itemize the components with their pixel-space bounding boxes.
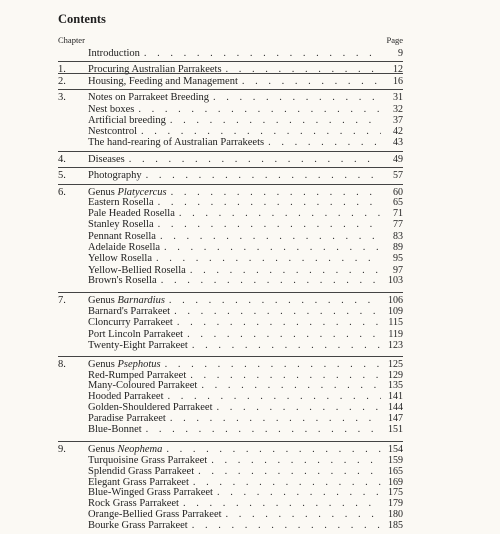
dot-leader <box>146 170 381 182</box>
toc-entry[interactable] <box>58 170 403 182</box>
entry-title: Housing, Feeding and Management <box>88 76 238 88</box>
genus-prefix: Genus <box>88 358 118 370</box>
section-divider <box>58 292 403 293</box>
entry-title: Yellow Rosella <box>88 252 152 264</box>
page-number: 65 <box>393 197 403 209</box>
dot-leader <box>177 317 381 329</box>
page-number: 16 <box>393 76 403 88</box>
section-divider <box>58 61 403 62</box>
entry-title: Nest boxes <box>88 104 135 116</box>
entry-title: Golden-Shouldered Parrakeet <box>88 402 213 414</box>
genus-name: Barnardius <box>117 295 165 307</box>
toc-entry[interactable] <box>58 76 403 88</box>
entry-title: Pale Headed Rosella <box>88 208 175 220</box>
toc-entry[interactable] <box>58 520 403 532</box>
dot-leader <box>192 340 381 352</box>
entry-title: Notes on Parrakeet Breeding <box>88 92 210 104</box>
page-number: 154 <box>388 443 403 455</box>
page-number: 115 <box>388 317 403 329</box>
dot-leader <box>158 219 381 231</box>
page-column-header: Page <box>386 35 403 45</box>
page-number: 135 <box>388 380 403 392</box>
page-number: 165 <box>388 465 403 477</box>
page-number: 141 <box>388 391 403 403</box>
dot-leader <box>161 275 381 287</box>
genus-prefix: Genus <box>88 295 118 307</box>
page-number: 147 <box>388 413 403 425</box>
dot-leader <box>213 92 381 104</box>
entry-title: Artificial breeding <box>88 115 166 127</box>
toc-entry[interactable] <box>58 154 403 166</box>
page-number: 57 <box>393 170 403 182</box>
page-number: 31 <box>393 92 403 104</box>
page-number: 97 <box>393 264 403 276</box>
chapter-number: 8. <box>58 358 66 370</box>
entry-title: Paradise Parrakeet <box>88 413 166 425</box>
toc-entry[interactable] <box>58 424 403 436</box>
entry-title: Nestcontrol <box>88 125 137 137</box>
chapter-number: 1. <box>58 64 66 76</box>
entry-title: Yellow-Bellied Rosella <box>88 264 186 276</box>
entry-title: Brown's Rosella <box>88 275 157 287</box>
dot-leader <box>192 520 381 532</box>
page-number: 9 <box>398 48 403 59</box>
page-title: Contents <box>58 12 106 26</box>
entry-title: Barnard's Parrakeet <box>88 306 171 318</box>
page-number: 77 <box>393 219 403 231</box>
chapter-number: 9. <box>58 443 66 455</box>
toc-entry[interactable] <box>58 48 403 60</box>
genus-prefix: Genus <box>88 186 118 198</box>
toc-entry[interactable] <box>58 275 403 287</box>
page-number: 60 <box>393 186 403 198</box>
entry-title: Blue-Bonnet <box>88 423 142 435</box>
entry-title: Procuring Australian Parrakeets <box>88 64 222 76</box>
toc-entry[interactable] <box>58 317 403 329</box>
dot-leader <box>129 154 381 166</box>
entry-title: Many-Coloured Parrakeet <box>88 380 198 392</box>
page-number: 123 <box>388 339 403 351</box>
genus-prefix: Genus <box>88 443 118 455</box>
dot-leader <box>144 48 381 60</box>
genus-name: Psephotus <box>117 358 161 370</box>
entry-title: Eastern Rosella <box>88 197 154 209</box>
section-divider <box>58 441 403 442</box>
chapter-number: 6. <box>58 186 66 198</box>
dot-leader <box>242 76 381 88</box>
chapter-number: 2. <box>58 76 66 88</box>
dot-leader <box>268 137 381 149</box>
page-number: 103 <box>388 275 403 287</box>
entry-title: Blue-Winged Grass Parrakeet <box>88 487 213 499</box>
section-divider <box>58 184 403 185</box>
page-number: 32 <box>393 104 403 116</box>
page-number: 159 <box>388 454 403 466</box>
page-number: 49 <box>393 153 403 165</box>
entry-title: Turquoisine Grass Parrakeet <box>88 454 208 466</box>
entry-title: Rock Grass Parrakeet <box>88 498 179 510</box>
dot-leader <box>226 64 381 76</box>
chapter-column-header: Chapter <box>58 35 85 45</box>
entry-title: Red-Rumped Parrakeet <box>88 369 187 381</box>
page-number: 144 <box>388 402 403 414</box>
toc-entry[interactable] <box>58 92 403 104</box>
page-number: 43 <box>393 136 403 148</box>
page-number: 12 <box>393 64 403 76</box>
toc-entry[interactable] <box>58 137 403 149</box>
genus-name: Platycercus <box>117 186 167 198</box>
dot-leader <box>146 424 381 436</box>
page-number: 179 <box>388 498 403 510</box>
page-number: 106 <box>388 295 403 307</box>
chapter-number: 4. <box>58 153 66 165</box>
entry-title: Twenty-Eight Parrakeet <box>88 339 188 351</box>
toc-entry[interactable] <box>58 64 403 76</box>
toc-entry[interactable] <box>58 253 403 265</box>
page-number: 37 <box>393 115 403 127</box>
entry-title: Adelaide Rosella <box>88 241 161 253</box>
section-divider <box>58 151 403 152</box>
section-divider <box>58 89 403 90</box>
page-number: 125 <box>388 358 403 370</box>
chapter-number: 3. <box>58 92 66 104</box>
section-divider <box>58 73 403 74</box>
section-divider <box>58 167 403 168</box>
entry-title: Port Lincoln Parrakeet <box>88 328 184 340</box>
toc-entry[interactable] <box>58 340 403 352</box>
entry-title: Orange-Bellied Grass Parrakeet <box>88 509 222 521</box>
page-number: 175 <box>388 487 403 499</box>
entry-title: Introduction <box>88 48 140 59</box>
entry-title: Splendid Grass Parrakeet <box>88 465 195 477</box>
page-number: 169 <box>388 476 403 488</box>
section-divider <box>58 356 403 357</box>
entry-title: Photography <box>88 170 142 182</box>
page-number: 83 <box>393 231 403 242</box>
page-number: 71 <box>393 208 403 220</box>
entry-title: Pennant Rosella <box>88 231 156 242</box>
page-number: 42 <box>393 125 403 137</box>
page-number: 89 <box>393 241 403 253</box>
page-number: 95 <box>393 252 403 264</box>
genus-name: Neophema <box>117 443 163 455</box>
chapter-number: 7. <box>58 295 66 307</box>
entry-title: Diseases <box>88 153 125 165</box>
entry-title: The hand-rearing of Australian Parrakeets <box>88 136 265 148</box>
entry-title: Hooded Parrakeet <box>88 391 164 403</box>
page-number: 151 <box>388 423 403 435</box>
dot-leader <box>156 253 381 265</box>
page-number: 185 <box>388 520 403 531</box>
page-number: 129 <box>388 369 403 381</box>
page-number: 180 <box>388 509 403 521</box>
entry-title: Stanley Rosella <box>88 219 154 231</box>
entry-title: Bourke Grass Parrakeet <box>88 520 188 531</box>
entry-title: Elegant Grass Parrakeet <box>88 476 189 488</box>
entry-title: Cloncurry Parrakeet <box>88 317 173 329</box>
page-number: 109 <box>388 306 403 318</box>
toc-entry[interactable] <box>58 219 403 231</box>
chapter-number: 5. <box>58 170 66 182</box>
page-number: 119 <box>388 328 403 340</box>
